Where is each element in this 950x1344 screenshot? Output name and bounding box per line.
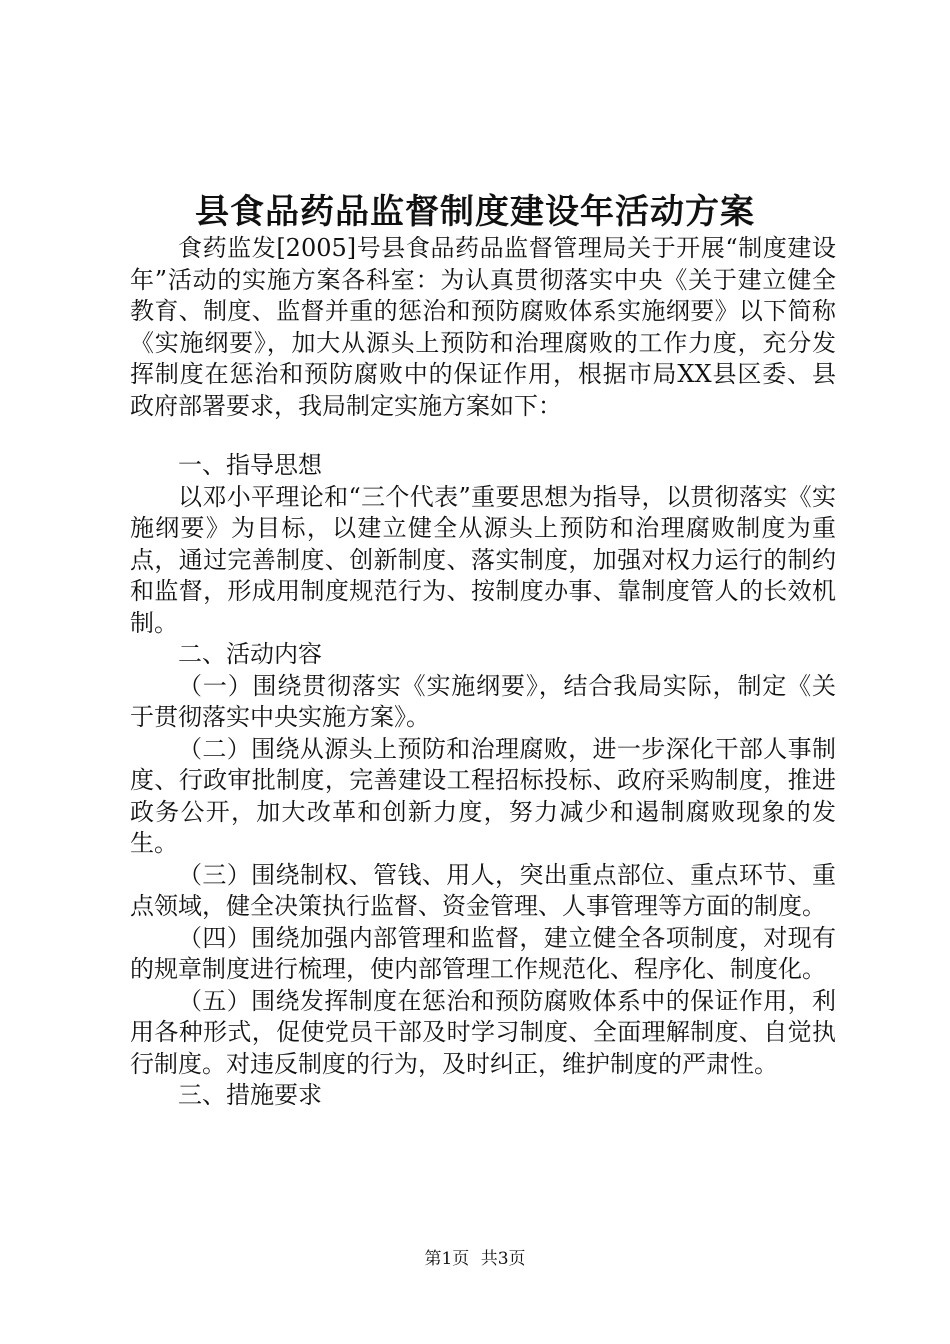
section-heading-guiding-thought: 一、指导思想	[178, 451, 322, 479]
section-heading-measures: 三、措施要求	[178, 1081, 322, 1109]
page-total: 共3页	[480, 1249, 526, 1269]
document-title: 县食品药品监督制度建设年活动方案	[195, 192, 755, 232]
page-number: 第1页	[424, 1249, 470, 1269]
document-body	[130, 233, 836, 1112]
activity-item: （四）围绕加强内部管理和监督，建立健全各项制度，对现有的规章制度进行梳理，使内部管理工作规范化、程序化、制度化。	[130, 923, 836, 983]
guiding-thought-paragraph: 以邓小平理论和“三个代表”重要思想为指导，以贯彻落实《实施纲要》为目标，以建立健全从源头上预防和治理腐败制度为重点，通过完善制度、创新制度、落实制度，加强对权力运行的制约和监督，形成用制度规范行为、按制度办事、靠制度管人的长效机制。	[130, 482, 836, 637]
section-heading-activity-content: 二、活动内容	[178, 640, 322, 668]
activity-item: （二）围绕从源头上预防和治理腐败，进一步深化干部人事制度、行政审批制度，完善建设工程招标投标、政府采购制度，推进政务公开，加大改革和创新力度，努力减少和遏制腐败现象的发生。	[130, 734, 836, 857]
activity-item: （三）围绕制权、管钱、用人，突出重点部位、重点环节、重点领域，健全决策执行监督、资金管理、人事管理等方面的制度。	[130, 860, 836, 920]
page-footer	[0, 1244, 950, 1269]
activity-item: （一）围绕贯彻落实《实施纲要》，结合我局实际，制定《关于贯彻落实中央实施方案》。	[130, 671, 836, 731]
activity-item: （五）围绕发挥制度在惩治和预防腐败体系中的保证作用，利用各种形式，促使党员干部及时学习制度、全面理解制度、自觉执行制度。对违反制度的行为，及时纠正，维护制度的严肃性。	[130, 986, 836, 1078]
intro-paragraph: 食药监发[2005]号县食品药品监督管理局关于开展“制度建设年”活动的实施方案各科室：为认真贯彻落实中央《关于建立健全教育、制度、监督并重的惩治和预防腐败体系实施纲要》以下简称《实施纲要》，加大从源头上预防和治理腐败的工作力度，充分发挥制度在惩治和预防腐败中的保证作用，根据市局XX县区委、县政府部署要求，我局制定实施方案如下：	[130, 234, 836, 420]
